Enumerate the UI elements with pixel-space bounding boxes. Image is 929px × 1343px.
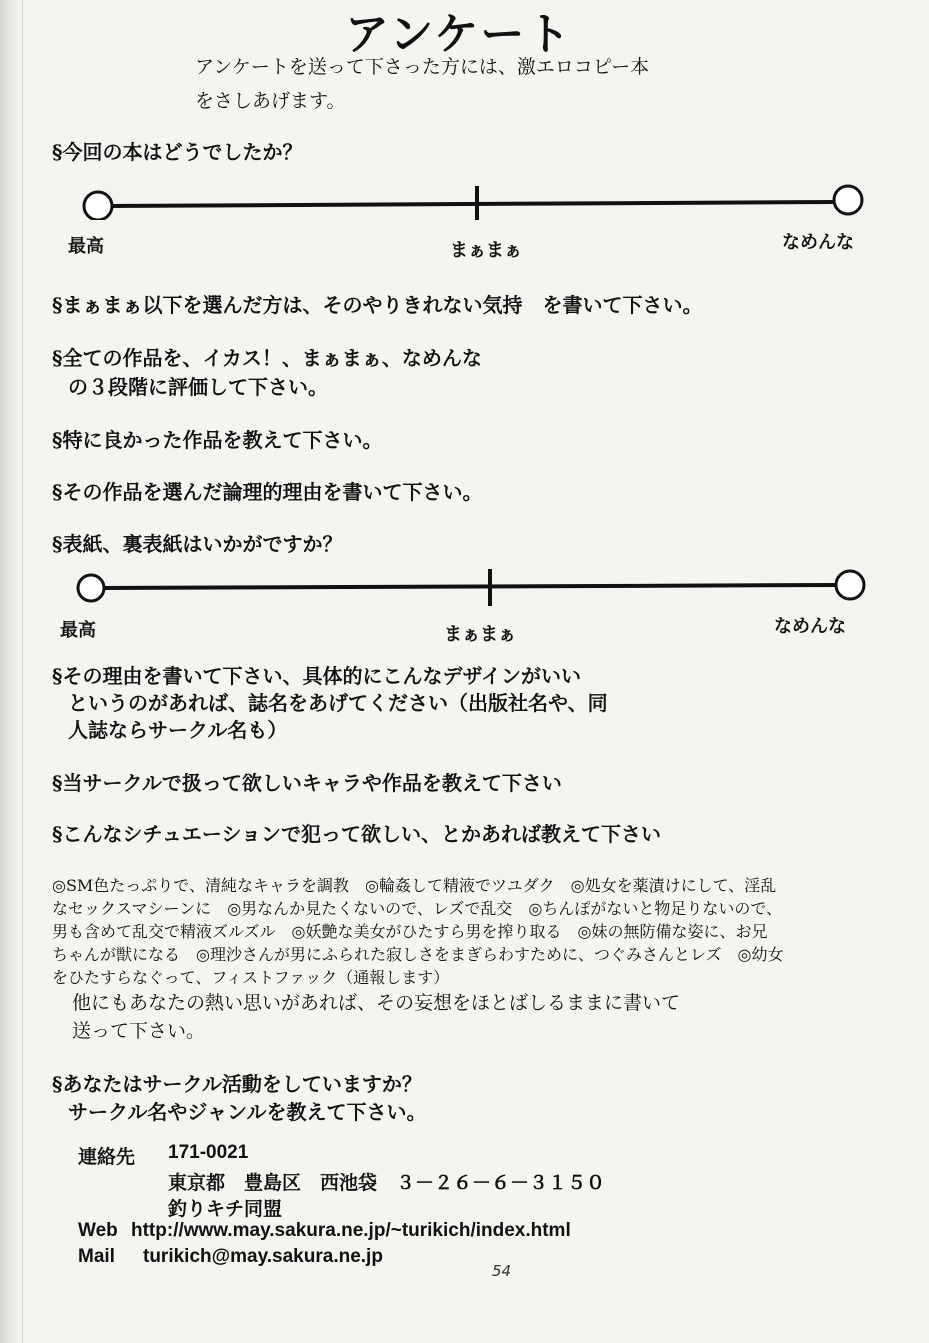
question-10-line-2: サークル名やジャンルを教えて下さい。	[68, 1100, 427, 1124]
rating-scale-2-line	[0, 566, 929, 606]
contact-address: 東京都 豊島区 西池袋 ３－２６－６－３１５０	[168, 1173, 606, 1194]
scale-2-middle-label: まぁまぁ	[444, 624, 516, 645]
question-7-line-3: 人誌ならサークル名も）	[68, 718, 288, 742]
mail-link[interactable]: turikich@may.sakura.ne.jp	[143, 1246, 383, 1267]
example-line-5: をひたすらなぐって、フィストファック（通報します）	[52, 968, 450, 987]
free-text-line-1: 他にもあなたの熱い思いがあれば、その妄想をほとばしるままに書いて	[72, 992, 681, 1014]
intro-line-2: をさしあげます。	[195, 90, 346, 112]
scale-2-best-label: 最高	[60, 620, 96, 641]
contact-postal-code: 171-0021	[168, 1142, 249, 1163]
scale-2-worst-label: なめんな	[774, 616, 846, 637]
intro-line-1: アンケートを送って下さった方には、激エロコピー本	[195, 56, 650, 78]
question-1: §今回の本はどうでしたか？	[52, 140, 303, 164]
question-4: §特に良かった作品を教えて下さい。	[52, 428, 383, 452]
web-label: Web	[78, 1220, 118, 1241]
example-line-1: ◎SM色たっぷりで、清純なキャラを調教 ◎輪姦して精液でツユダク ◎処女を薬漬けにして、淫乱	[52, 876, 777, 895]
scale-1-worst-label: なめんな	[782, 232, 854, 253]
scale-1-best-circle[interactable]	[84, 192, 112, 220]
scale-1-worst-circle[interactable]	[834, 186, 862, 214]
question-9: §こんなシチュエーションで犯って欲しい、とかあれば教えて下さい	[52, 822, 662, 846]
question-8: §当サークルで扱って欲しいキャラや作品を教えて下さい	[52, 771, 562, 795]
page-number: 54	[492, 1262, 512, 1280]
example-line-3: 男も含めて乱交で精液ズルズル ◎妖艶な美女がひたすら男を搾り取る ◎妹の無防備な姿に、お兄	[52, 922, 768, 941]
example-line-2: なセックスマシーンに ◎男なんか見たくないので、レズで乱交 ◎ちんぽがないと物足りないので、	[52, 899, 783, 918]
question-3-line-1: §全ての作品を、イカス！、まぁまぁ、なめんな	[52, 346, 482, 370]
scale-2-best-circle[interactable]	[78, 575, 104, 601]
web-link[interactable]: http://www.may.sakura.ne.jp/~turikich/index.html	[131, 1220, 571, 1241]
scale-2-worst-circle[interactable]	[836, 571, 864, 599]
contact-circle-name: 釣りキチ同盟	[168, 1199, 283, 1220]
example-line-4: ちゃんが獣になる ◎理沙さんが男にふられた寂しさをまぎらわすために、つぐみさんとレズ ◎幼女	[52, 945, 784, 964]
scale-1-best-label: 最高	[68, 236, 104, 257]
free-text-line-2: 送って下さい。	[72, 1020, 206, 1042]
contact-label: 連絡先	[78, 1147, 136, 1168]
mail-label: Mail	[78, 1246, 115, 1267]
question-5: §その作品を選んだ論理的理由を書いて下さい。	[52, 480, 483, 504]
question-2: §まぁまぁ以下を選んだ方は、そのやりきれない気持 を書いて下さい。	[52, 293, 703, 317]
question-7-line-1: §その理由を書いて下さい、具体的にこんなデザインがいい	[52, 664, 582, 688]
question-10-line-1: §あなたはサークル活動をしていますか？	[52, 1072, 422, 1096]
question-3-line-2: の３段階に評価して下さい。	[68, 375, 328, 399]
scale-1-middle-label: まぁまぁ	[450, 240, 522, 261]
rating-scale-1[interactable]	[0, 180, 929, 260]
page-title: アンケート	[345, 9, 573, 60]
question-6: §表紙、裏表紙はいかがですか？	[52, 532, 343, 556]
rating-scale-2[interactable]	[0, 566, 929, 646]
rating-scale-1-line	[0, 180, 929, 220]
question-7-line-2: というのがあれば、誌名をあげてください（出版社名や、同	[68, 691, 608, 715]
